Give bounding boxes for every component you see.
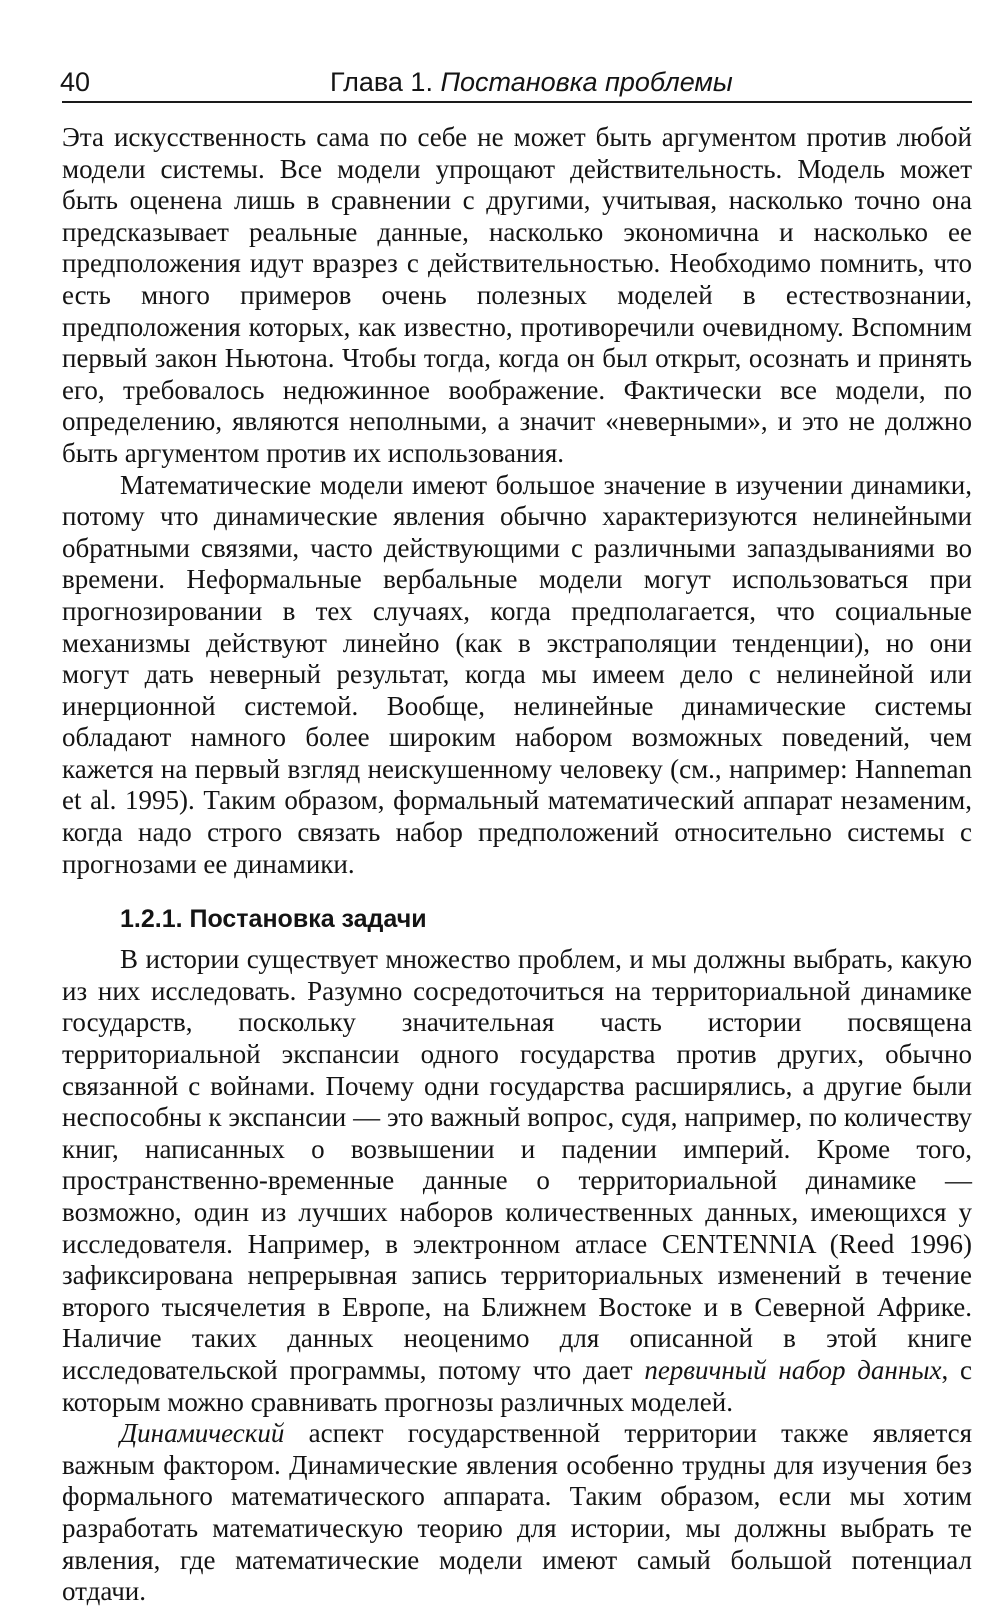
- chapter-name: Постановка проблемы: [440, 67, 733, 97]
- chapter-title: [330, 62, 733, 102]
- paragraph-3: [62, 944, 972, 1418]
- page-number: 40: [60, 67, 91, 97]
- book-page: [60, 0, 973, 1607]
- paragraph-1: Эта искусственность сама по себе не может быть аргументом против любой модели системы. Все модели упрощают действительность. Модель может быть оценена лишь в сравнении с другими, учитывая, насколько точно она предсказывает реальные данные, насколько экономична и насколько ее предположения идут вразрез с действительностью. Необходимо помнить, что есть много примеров очень полезных моделей в естествознании, предположения которых, как известно, противоречили очевидному. Вспомним первый закон Ньютона. Чтобы тогда, когда он был открыт, осознать и принять его, требовалось недюжинное воображение. Фактически все модели, по определению, являются неполными, а значит «неверными», и это не должно быть аргументом против их использования.: [62, 122, 972, 468]
- chapter-label: Глава 1.: [330, 67, 433, 97]
- paragraph-4-text: аспект государственной территории также является важным фактором. Динамические явления особенно трудны для изучения без формального математического аппарата. Таким образом, если мы хотим разработать математическую теорию для истории, мы должны выбрать те явления, где математические модели имеют самый большой потенциал отдачи.: [62, 1418, 972, 1607]
- paragraph-4: [62, 1418, 972, 1608]
- body-text: [62, 122, 972, 1608]
- section-heading: 1.2.1. Постановка задачи: [120, 905, 427, 934]
- header-rule: [62, 101, 972, 103]
- running-head: [62, 62, 972, 102]
- paragraph-4-emphasis: Динамический: [120, 1418, 285, 1449]
- paragraph-2: Математические модели имеют большое значение в изучении динамики, потому что динамические явления обычно характеризуются нелинейными обратными связями, часто действующими с различными запаздываниями во времени. Неформальные вербальные модели могут использоваться при прогнозировании в тех случаях, когда предполагается, что социальные механизмы действуют линейно (как в экстраполяции тенденции), но они могут дать неверный результат, когда мы имеем дело с нелинейной или инерционной системой. Вообще, нелинейные динамические системы обладают намного более широким набором возможных поведений, чем кажется на первый взгляд неискушенному человеку (см., например: Hanneman et al. 1995). Таким образом, формальный математический аппарат незаменим, когда надо строго связать набор предположений относительно системы с прогнозами ее динамики.: [62, 469, 972, 879]
- paragraph-3-text-a: В истории существует множество проблем, и мы должны выбрать, какую из них исследовать. Разумно сосредоточиться на территориальной динамике государств, поскольку значительная часть истории посвящена территориальной экспансии одного государства против других, обычно связанной с войнами. Почему одни государства расширялись, а другие были неспособны к экспансии — это важный вопрос, судя, например, по количеству книг, написанных о возвышении и падении империй. Кроме того, пространственно-временные данные о территориальной динамике — возможно, один из лучших наборов количественных данных, имеющихся у исследователя. Например, в электронном атласе CENTENNIA (Reed 1996) зафиксирована непрерывная запись территориальных изменений в течение второго тысячелетия в Европе, на Ближнем Востоке и в Северной Африке. Наличие таких данных неоценимо для описанной в этой книге исследовательской программы, потому что дает: [62, 944, 972, 1385]
- paragraph-3-text-b: , с которым можно сравнивать прогнозы различных моделей.: [62, 1354, 973, 1417]
- paragraph-3-emphasis: первичный набор данных: [644, 1354, 942, 1385]
